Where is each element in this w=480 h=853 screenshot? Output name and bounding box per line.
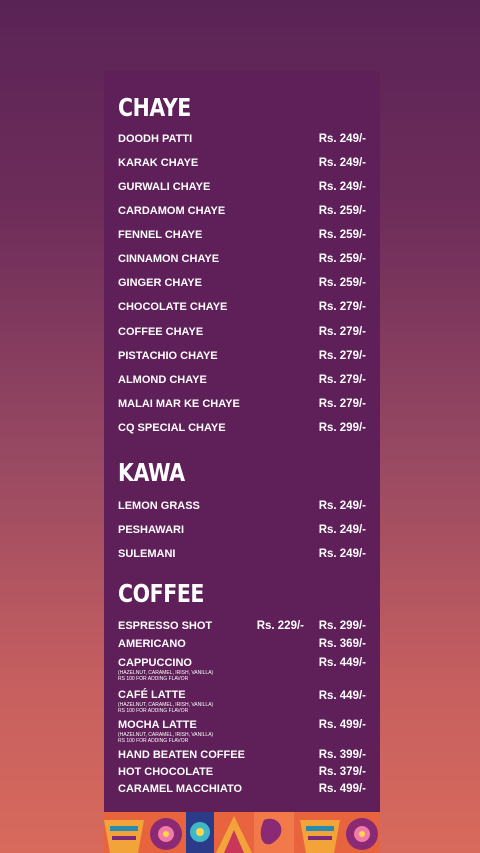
menu-item bbox=[118, 350, 366, 366]
item-price: Rs. 249/- bbox=[318, 548, 366, 560]
item-price: Rs. 299/- bbox=[318, 422, 366, 434]
item-name: SULEMANI bbox=[118, 548, 176, 560]
item-name: ESPRESSO SHOT bbox=[118, 620, 213, 632]
item-name: KARAK CHAYE bbox=[118, 157, 199, 169]
folk-pattern-icon bbox=[104, 812, 380, 853]
menu-item bbox=[118, 277, 366, 293]
item-name: CARDAMOM CHAYE bbox=[118, 205, 226, 217]
item-price: Rs. 499/- bbox=[318, 783, 366, 795]
item-name: CAFÉ LATTE bbox=[118, 689, 186, 701]
item-price: Rs. 249/- bbox=[318, 157, 366, 169]
note-charge: RS 100 FOR ADDING FLAVOR bbox=[118, 676, 189, 682]
menu-item bbox=[118, 229, 366, 245]
menu-item bbox=[118, 181, 366, 197]
item-price: Rs. 249/- bbox=[318, 500, 366, 512]
item-name: ALMOND CHAYE bbox=[118, 374, 207, 386]
menu-item bbox=[118, 620, 366, 636]
menu-item bbox=[118, 766, 366, 782]
item-note bbox=[118, 670, 213, 682]
item-price: Rs. 259/- bbox=[318, 277, 366, 289]
item-price: Rs. 499/- bbox=[318, 719, 366, 731]
item-name: FENNEL CHAYE bbox=[118, 229, 203, 241]
menu-item bbox=[118, 157, 366, 173]
note-charge: RS 100 FOR ADDING FLAVOR bbox=[118, 708, 189, 714]
item-name: CARAMEL MACCHIATO bbox=[118, 783, 243, 795]
item-price: Rs. 249/- bbox=[318, 181, 366, 193]
menu-item bbox=[118, 524, 366, 540]
item-price: Rs. 249/- bbox=[318, 133, 366, 145]
item-name: CQ SPECIAL CHAYE bbox=[118, 422, 226, 434]
note-charge: RS 100 FOR ADDING FLAVOR bbox=[118, 738, 189, 744]
decorative-border bbox=[104, 812, 380, 853]
menu-item bbox=[118, 689, 366, 717]
item-price: Rs. 379/- bbox=[318, 766, 366, 778]
item-name: CINNAMON CHAYE bbox=[118, 253, 220, 265]
note-flavors: (HAZELNUT, CARAMEL, IRISH, VANILLA) bbox=[118, 732, 214, 738]
menu-item bbox=[118, 500, 366, 516]
item-note bbox=[118, 702, 213, 714]
note-flavors: (HAZELNUT, CARAMEL, IRISH, VANILLA) bbox=[118, 670, 214, 676]
section-title-chaye: CHAYE bbox=[118, 93, 191, 122]
item-name: MOCHA LATTE bbox=[118, 719, 197, 731]
item-name: LEMON GRASS bbox=[118, 500, 200, 512]
menu-item bbox=[118, 374, 366, 390]
item-price: Rs. 369/- bbox=[318, 638, 366, 650]
item-name: DOODH PATTI bbox=[118, 133, 193, 145]
item-price: Rs. 279/- bbox=[318, 398, 366, 410]
item-price: Rs. 279/- bbox=[318, 326, 366, 338]
item-price: Rs. 279/- bbox=[318, 350, 366, 362]
menu-item bbox=[118, 205, 366, 221]
menu-item bbox=[118, 133, 366, 149]
item-name: GURWALI CHAYE bbox=[118, 181, 211, 193]
item-note bbox=[118, 732, 213, 744]
item-price: Rs. 299/- bbox=[318, 620, 366, 632]
section-title-coffee: COFFEE bbox=[118, 579, 205, 608]
menu-item bbox=[118, 657, 366, 685]
note-flavors: (HAZELNUT, CARAMEL, IRISH, VANILLA) bbox=[118, 702, 214, 708]
item-name: COFFEE CHAYE bbox=[118, 326, 204, 338]
item-name: CHOCOLATE CHAYE bbox=[118, 301, 228, 313]
menu-panel bbox=[104, 71, 380, 853]
menu-item bbox=[118, 548, 366, 564]
item-price: Rs. 249/- bbox=[318, 524, 366, 536]
menu-item bbox=[118, 638, 366, 654]
item-price: Rs. 279/- bbox=[318, 301, 366, 313]
item-price: Rs. 259/- bbox=[318, 253, 366, 265]
menu-item bbox=[118, 326, 366, 342]
menu-item bbox=[118, 301, 366, 317]
item-price-single: Rs. 229/- bbox=[256, 620, 304, 632]
item-name: HOT CHOCOLATE bbox=[118, 766, 214, 778]
menu-item bbox=[118, 398, 366, 414]
item-name: GINGER CHAYE bbox=[118, 277, 202, 289]
menu-item bbox=[118, 422, 366, 438]
item-price: Rs. 449/- bbox=[318, 690, 366, 702]
menu-item bbox=[118, 783, 366, 799]
item-price: Rs. 449/- bbox=[318, 657, 366, 669]
item-name: AMERICANO bbox=[118, 638, 186, 650]
item-price: Rs. 279/- bbox=[318, 374, 366, 386]
item-name: PESHAWARI bbox=[118, 524, 185, 536]
section-title-kawa: KAWA bbox=[118, 458, 185, 487]
menu-item bbox=[118, 719, 366, 747]
item-price: Rs. 399/- bbox=[318, 749, 366, 761]
menu-item bbox=[118, 749, 366, 765]
item-price: Rs. 259/- bbox=[318, 205, 366, 217]
menu-item bbox=[118, 253, 366, 269]
item-name: CAPPUCCINO bbox=[118, 657, 192, 669]
item-name: HAND BEATEN COFFEE bbox=[118, 749, 245, 761]
item-name: MALAI MAR KE CHAYE bbox=[118, 398, 240, 410]
item-name: PISTACHIO CHAYE bbox=[118, 350, 218, 362]
item-price: Rs. 259/- bbox=[318, 229, 366, 241]
